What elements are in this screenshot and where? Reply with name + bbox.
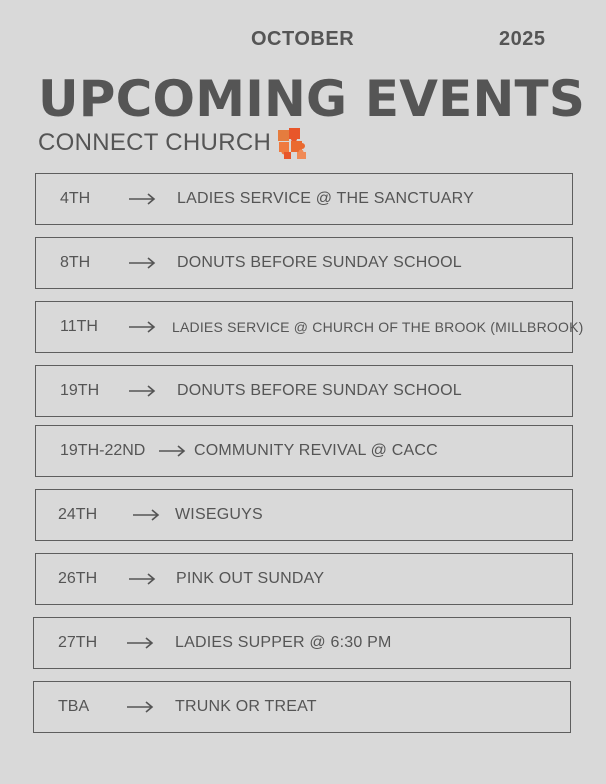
event-date: 11TH [60,318,98,335]
event-name: DONUTS BEFORE SUNDAY SCHOOL [177,382,462,399]
event-row [35,365,573,417]
long-arrow-right-icon [126,701,154,713]
event-name: PINK OUT SUNDAY [176,570,325,587]
event-name: LADIES SUPPER @ 6:30 PM [175,634,392,651]
event-row [35,425,573,477]
long-arrow-right-icon [126,637,154,649]
event-name: LADIES SERVICE @ THE SANCTUARY [177,190,474,207]
event-name: DONUTS BEFORE SUNDAY SCHOOL [177,254,462,271]
event-name: COMMUNITY REVIVAL @ CACC [194,442,438,459]
event-name: LADIES SERVICE @ CHURCH OF THE BROOK (MILLBROOK) [172,319,584,335]
event-row [35,489,573,541]
event-date: TBA [58,698,90,715]
event-row [35,301,584,353]
long-arrow-right-icon [128,257,156,269]
long-arrow-right-icon [128,321,156,333]
event-name: TRUNK OR TREAT [175,698,317,715]
page-title: UPCOMING EVENTS [38,70,586,128]
long-arrow-right-icon [132,509,160,521]
event-date: 26TH [58,570,98,587]
event-date: 24TH [58,506,98,523]
event-row [35,553,573,605]
event-date: 19TH [60,382,100,399]
event-date: 27TH [58,634,98,651]
event-date: 8TH [60,254,91,271]
long-arrow-right-icon [158,445,186,457]
church-name: CONNECT CHURCH [38,129,272,156]
event-date: 4TH [60,190,91,207]
event-name: WISEGUYS [175,506,263,523]
puzzle-pieces-icon [275,126,309,160]
subtitle-row [38,126,309,160]
year-label: 2025 [499,28,546,50]
event-row [33,681,571,733]
long-arrow-right-icon [128,193,156,205]
long-arrow-right-icon [128,573,156,585]
event-row [35,237,573,289]
long-arrow-right-icon [128,385,156,397]
event-row [35,173,573,225]
event-row [33,617,571,669]
event-date: 19TH-22ND [60,442,146,459]
month-label: OCTOBER [251,28,355,50]
